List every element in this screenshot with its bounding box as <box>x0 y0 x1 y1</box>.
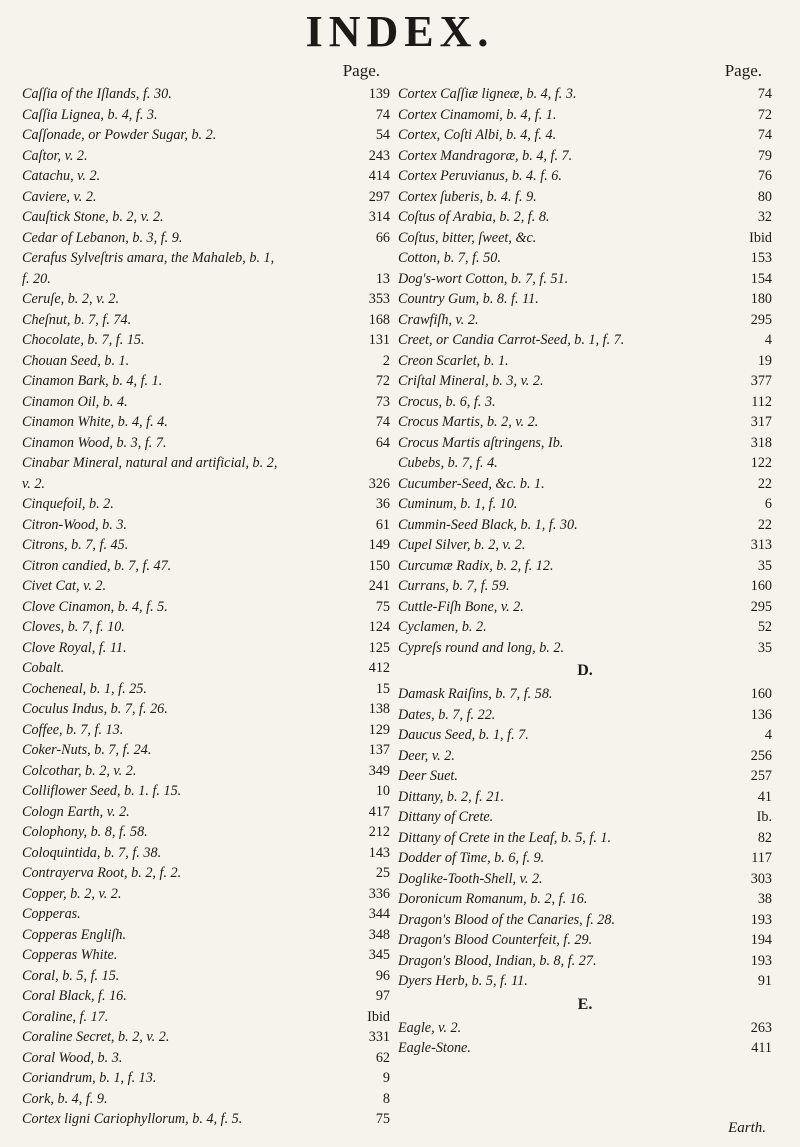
entry-page: 345 <box>368 947 390 963</box>
entry-text: Cinabar Mineral, natural and artificial, b. 2, <box>22 455 278 471</box>
page-title: INDEX. <box>305 7 495 56</box>
entry-page: 129 <box>368 721 390 738</box>
entry-text: Eagle-Stone. <box>398 1040 471 1056</box>
entry-page: 4 <box>764 332 772 348</box>
entry-page: 35 <box>757 639 772 656</box>
index-entry <box>22 515 390 536</box>
entry-page: 417 <box>368 803 390 820</box>
entry-page: 15 <box>375 680 390 697</box>
entry-text: Deer, v. 2. <box>398 747 455 764</box>
index-entry <box>398 705 772 726</box>
entry-page: 6 <box>764 496 772 512</box>
entry-text: Cupel Silver, b. 2, v. 2. <box>398 537 526 553</box>
entry-page: 125 <box>368 639 390 656</box>
entry-page: 295 <box>750 311 772 328</box>
entry-text: Civet Cat, v. 2. <box>22 578 107 594</box>
index-entry <box>22 720 390 741</box>
entry-page: 96 <box>375 967 390 984</box>
index-entry <box>22 84 390 105</box>
index-entry <box>398 828 772 849</box>
entry-text: Coculus Indus, b. 7, f. 26. <box>22 701 168 717</box>
entry-page: 22 <box>757 475 772 492</box>
entry-page: 136 <box>750 706 772 723</box>
entry-text: Daucus Seed, b. 1, f. 7. <box>398 727 529 743</box>
entry-page: 160 <box>750 686 772 702</box>
index-entry <box>22 843 390 864</box>
entry-text: Currans, b. 7, f. 59. <box>398 578 510 594</box>
entry-text: v. 2. <box>22 475 45 492</box>
entry-text: Deer Suet. <box>398 768 458 784</box>
index-entry <box>22 125 390 146</box>
index-entry <box>22 576 390 597</box>
index-entry <box>22 146 390 167</box>
entry-text: Citron-Wood, b. 3. <box>22 516 127 533</box>
index-entry <box>22 556 390 577</box>
index-entry <box>22 822 390 843</box>
index-entry <box>22 392 390 413</box>
entry-page: 64 <box>375 434 390 451</box>
entry-text: Clove Royal, f. 11. <box>22 639 127 656</box>
index-entry <box>398 207 772 228</box>
index-entry <box>398 84 772 105</box>
entry-text: Coral Black, f. 16. <box>22 988 127 1004</box>
entry-page: 124 <box>368 619 390 635</box>
entry-text: Chouan Seed, b. 1. <box>22 352 130 369</box>
entry-page: 180 <box>750 291 772 307</box>
catchword: Earth. <box>728 1120 766 1136</box>
entry-text: Dyers Herb, b. 5, f. 11. <box>398 973 528 989</box>
index-entry <box>398 910 772 931</box>
index-entry <box>22 658 390 679</box>
index-entry <box>22 228 390 249</box>
index-entry <box>22 802 390 823</box>
index-entry <box>22 740 390 761</box>
entry-page: 257 <box>750 768 772 784</box>
entry-page: 122 <box>750 455 772 471</box>
index-entry <box>22 679 390 700</box>
entry-text: Curcumæ Radix, b. 2, f. 12. <box>398 557 554 574</box>
index-entry <box>22 412 390 433</box>
entry-text: Crocus Martis aſtringens, Ib. <box>398 434 564 451</box>
index-entry <box>398 766 772 787</box>
index-entry <box>398 576 772 597</box>
entry-text: Contrayerva Root, b. 2, f. 2. <box>22 865 182 881</box>
index-entry <box>22 925 390 946</box>
index-entry <box>398 248 772 269</box>
index-entry <box>22 494 390 515</box>
index-entry <box>22 863 390 884</box>
index-entry <box>22 1109 390 1130</box>
index-entry <box>398 228 772 249</box>
entry-text: Doronicum Romanum, b. 2, f. 16. <box>398 891 588 907</box>
entry-page: 38 <box>757 891 772 907</box>
index-entry <box>398 807 772 828</box>
entry-text: Cotton, b. 7, f. 50. <box>398 250 501 266</box>
entry-page: 318 <box>750 434 772 451</box>
entry-text: Cyclamen, b. 2. <box>398 619 487 635</box>
entry-text: Coral, b. 5, f. 15. <box>22 967 120 984</box>
entry-text: Coker-Nuts, b. 7, f. 24. <box>22 742 152 758</box>
index-entry <box>398 556 772 577</box>
index-entry <box>398 494 772 515</box>
entry-page: Ibid <box>749 229 772 246</box>
index-entry <box>398 310 772 331</box>
entry-text: Cubebs, b. 7, f. 4. <box>398 455 498 471</box>
entry-text: Coloquintida, b. 7, f. 38. <box>22 844 162 861</box>
entry-text: Crocus, b. 6, f. 3. <box>398 393 496 410</box>
index-entry <box>22 1007 390 1028</box>
entry-page: 117 <box>751 850 772 866</box>
index-entry <box>398 617 772 638</box>
entry-page: 411 <box>751 1040 772 1056</box>
index-entry <box>22 1027 390 1048</box>
entry-text: Cortex Peruvianus, b. 4. f. 6. <box>398 168 562 184</box>
index-entry <box>398 787 772 808</box>
index-entry <box>22 166 390 187</box>
entry-page: 168 <box>368 311 390 328</box>
entry-text: Cuminum, b. 1, f. 10. <box>398 496 518 512</box>
entry-text: Colliflower Seed, b. 1. f. 15. <box>22 783 182 799</box>
index-entry <box>22 105 390 126</box>
index-entry <box>22 330 390 351</box>
entry-page: 263 <box>750 1019 772 1036</box>
index-entry <box>22 310 390 331</box>
entry-page: 2 <box>382 352 390 369</box>
entry-text: Caſſia Lignea, b. 4, f. 3. <box>22 106 158 123</box>
entry-text: Crocus Martis, b. 2, v. 2. <box>398 414 539 430</box>
index-entry <box>22 371 390 392</box>
entry-text: Criſtal Mineral, b. 3, v. 2. <box>398 373 544 389</box>
entry-text: Colophony, b. 8, f. 58. <box>22 824 148 840</box>
entry-text: Dodder of Time, b. 6, f. 9. <box>398 850 545 866</box>
entry-page: Ibid <box>367 1008 390 1025</box>
entry-page: 194 <box>750 932 772 948</box>
entry-page: 303 <box>750 870 772 887</box>
entry-text: Cortex Cinamomi, b. 4, f. 1. <box>398 106 557 123</box>
entry-text: Dragon's Blood Counterfeit, f. 29. <box>398 932 593 948</box>
entry-page: 9 <box>382 1070 390 1086</box>
entry-page: 41 <box>757 788 772 805</box>
entry-text: Eagle, v. 2. <box>398 1019 462 1036</box>
entry-text: Colcothar, b. 2, v. 2. <box>22 762 137 779</box>
index-entry <box>22 699 390 720</box>
entry-text: Cinamon White, b. 4, f. 4. <box>22 414 168 430</box>
index-entry <box>22 269 390 290</box>
entry-page: 131 <box>368 332 390 348</box>
entry-page: 76 <box>757 168 772 184</box>
index-entry <box>22 966 390 987</box>
entry-text: Coriandrum, b. 1, f. 13. <box>22 1070 157 1086</box>
entry-page: 317 <box>750 414 772 430</box>
index-entry <box>398 848 772 869</box>
entry-text: Cobalt. <box>22 660 65 676</box>
entry-page: 74 <box>375 414 390 430</box>
entry-page: 153 <box>750 250 772 266</box>
index-entry <box>398 474 772 495</box>
entry-text: Dates, b. 7, f. 22. <box>398 706 496 723</box>
entry-page: 150 <box>368 557 390 574</box>
index-entry <box>398 1018 772 1039</box>
entry-text: Caviere, v. 2. <box>22 188 97 205</box>
index-entry <box>398 869 772 890</box>
entry-text: Coſtus of Arabia, b. 2, f. 8. <box>398 209 550 225</box>
section-letter <box>398 992 772 1018</box>
index-entry <box>398 412 772 433</box>
index-entry <box>22 1089 390 1110</box>
right-column <box>398 58 772 1059</box>
index-entry <box>398 330 772 351</box>
index-entry <box>22 884 390 905</box>
entry-text: Cocheneal, b. 1, f. 25. <box>22 680 147 697</box>
entry-page: 80 <box>757 188 772 205</box>
entry-page: 377 <box>750 373 772 389</box>
entry-page: 149 <box>368 537 390 553</box>
entry-page: 314 <box>368 209 390 225</box>
entry-page: 19 <box>757 352 772 369</box>
index-entry <box>22 207 390 228</box>
entry-page: 74 <box>375 106 390 123</box>
left-column <box>22 58 390 1130</box>
entry-page: 139 <box>368 86 390 102</box>
entry-text: Doglike-Tooth-Shell, v. 2. <box>398 870 543 887</box>
entry-text: Cortex ligni Cariophyllorum, b. 4, f. 5. <box>22 1111 243 1127</box>
entry-page: 52 <box>757 619 772 635</box>
index-entry <box>22 474 390 495</box>
entry-page: 256 <box>750 747 772 764</box>
index-entry <box>398 515 772 536</box>
entry-text: Cinamon Oil, b. 4. <box>22 393 128 410</box>
entry-page: 137 <box>368 742 390 758</box>
entry-text: f. 20. <box>22 270 51 287</box>
entry-page: 75 <box>375 598 390 615</box>
entry-text: Cypreſs round and long, b. 2. <box>398 639 565 656</box>
entry-text: Coſtus, bitter, ſweet, &c. <box>398 229 537 246</box>
entry-text: Dittany of Crete. <box>398 809 494 825</box>
entry-text: Citrons, b. 7, f. 45. <box>22 537 129 553</box>
entry-page: 353 <box>368 291 390 307</box>
index-entry <box>398 684 772 705</box>
index-entry <box>22 945 390 966</box>
entry-page: 297 <box>368 188 390 205</box>
entry-text: Cauſtick Stone, b. 2, v. 2. <box>22 209 164 225</box>
index-entry <box>22 351 390 372</box>
entry-page: 412 <box>368 660 390 676</box>
entry-page: 138 <box>368 701 390 717</box>
entry-text: Cinamon Bark, b. 4, f. 1. <box>22 373 163 389</box>
index-entry <box>22 638 390 659</box>
entry-page: 313 <box>750 537 772 553</box>
entry-text: Cortex Caſſiæ ligneæ, b. 4, f. 3. <box>398 86 577 102</box>
entry-page: 8 <box>382 1090 390 1107</box>
page-column-header: Page. <box>342 61 380 80</box>
left-entries <box>22 84 390 1130</box>
entry-text: Cortex, Coſti Albi, b. 4, f. 4. <box>398 127 557 143</box>
index-entry <box>22 433 390 454</box>
entry-page: 32 <box>757 209 772 225</box>
entry-text: Citron candied, b. 7, f. 47. <box>22 557 172 574</box>
entry-page: 91 <box>757 973 772 989</box>
index-entry <box>398 187 772 208</box>
index-entry <box>22 187 390 208</box>
entry-page: 54 <box>375 127 390 143</box>
index-entry <box>398 166 772 187</box>
entry-text: Cinamon Wood, b. 3, f. 7. <box>22 434 167 451</box>
index-entry <box>398 433 772 454</box>
entry-page: 97 <box>375 988 390 1004</box>
entry-page: 212 <box>368 824 390 840</box>
entry-page: 61 <box>375 516 390 533</box>
index-entry <box>22 597 390 618</box>
entry-page: 36 <box>375 496 390 512</box>
section-letter <box>398 658 772 684</box>
entry-page: 344 <box>368 906 390 922</box>
entry-text: Coffee, b. 7, f. 13. <box>22 721 124 738</box>
entry-page: 79 <box>757 147 772 164</box>
entry-page: 193 <box>750 952 772 969</box>
entry-text: Dittany of Crete in the Leaf, b. 5, f. 1. <box>398 829 612 846</box>
entry-text: Cinquefoil, b. 2. <box>22 496 114 512</box>
entry-text: Copperas White. <box>22 947 118 963</box>
index-entry <box>398 597 772 618</box>
entry-text: Catachu, v. 2. <box>22 168 101 184</box>
index-entry <box>22 986 390 1007</box>
entry-page: 74 <box>757 127 772 143</box>
index-entry <box>398 269 772 290</box>
entry-page: 295 <box>750 598 772 615</box>
index-entry <box>398 535 772 556</box>
entry-text: Creet, or Candia Carrot-Seed, b. 1, f. 7. <box>398 332 625 348</box>
entry-text: Creon Scarlet, b. 1. <box>398 352 509 369</box>
right-entries <box>398 84 772 1059</box>
entry-page: 193 <box>750 911 772 928</box>
index-entry <box>22 781 390 802</box>
index-entry <box>398 371 772 392</box>
entry-text: Clove Cinamon, b. 4, f. 5. <box>22 598 168 615</box>
index-entry <box>398 971 772 992</box>
index-entry <box>22 289 390 310</box>
entry-page: 74 <box>757 86 772 102</box>
entry-page: 25 <box>375 865 390 881</box>
entry-text: Caſſia of the Iſlands, f. 30. <box>22 86 172 102</box>
index-entry <box>398 453 772 474</box>
entry-page: Ib. <box>756 809 772 825</box>
entry-text: Crawfiſh, v. 2. <box>398 311 479 328</box>
entry-page: 13 <box>375 270 390 287</box>
index-entry <box>398 889 772 910</box>
entry-page: 82 <box>757 829 772 846</box>
index-entry <box>398 289 772 310</box>
entry-text: Dog's-wort Cotton, b. 7, f. 51. <box>398 270 569 287</box>
index-entry <box>398 930 772 951</box>
section-letter-text: D. <box>577 662 593 679</box>
index-entry <box>22 761 390 782</box>
index-entry <box>398 1038 772 1059</box>
entry-text: Copperas. <box>22 906 81 922</box>
entry-page: 241 <box>368 578 390 594</box>
entry-page: 243 <box>368 147 390 164</box>
index-entry <box>398 146 772 167</box>
entry-text: Cerafus Sylveſtris amara, the Mahaleb, b. 1, <box>22 250 275 266</box>
entry-text: Ceruſe, b. 2, v. 2. <box>22 291 120 307</box>
entry-page: 62 <box>375 1049 390 1066</box>
entry-page: 349 <box>368 762 390 779</box>
entry-text: Cloves, b. 7, f. 10. <box>22 619 125 635</box>
entry-text: Cuttle-Fiſh Bone, v. 2. <box>398 598 524 615</box>
entry-text: Dittany, b. 2, f. 21. <box>398 788 505 805</box>
entry-text: Cork, b. 4, f. 9. <box>22 1090 108 1107</box>
entry-text: Coral Wood, b. 3. <box>22 1049 123 1066</box>
entry-page: 160 <box>750 578 772 594</box>
index-entry <box>398 351 772 372</box>
index-entry <box>398 746 772 767</box>
index-entry <box>22 1048 390 1069</box>
entry-text: Cedar of Lebanon, b. 3, f. 9. <box>22 229 183 246</box>
section-letter-text: E. <box>577 995 593 1013</box>
entry-page: 348 <box>368 926 390 943</box>
entry-page: 35 <box>757 557 772 574</box>
entry-page: 66 <box>375 229 390 246</box>
entry-text: Dragon's Blood, Indian, b. 8, f. 27. <box>398 952 597 969</box>
entry-text: Caſtor, v. 2. <box>22 147 88 164</box>
entry-text: Dragon's Blood of the Canaries, f. 28. <box>398 911 616 928</box>
entry-text: Coraline, f. 17. <box>22 1008 109 1025</box>
entry-text: Copper, b. 2, v. 2. <box>22 885 122 902</box>
entry-text: Caſſonade, or Powder Sugar, b. 2. <box>22 127 217 143</box>
entry-text: Cortex ſuberis, b. 4. f. 9. <box>398 188 537 205</box>
index-entry <box>22 617 390 638</box>
index-entry <box>22 248 390 269</box>
entry-page: 414 <box>368 168 390 184</box>
entry-text: Damask Raiſins, b. 7, f. 58. <box>398 686 553 702</box>
entry-page: 331 <box>368 1029 390 1045</box>
entry-page: 4 <box>764 727 772 743</box>
entry-page: 22 <box>757 516 772 533</box>
index-entry <box>22 904 390 925</box>
entry-page: 75 <box>375 1111 390 1127</box>
entry-text: Cucumber-Seed, &c. b. 1. <box>398 475 545 492</box>
index-entry <box>398 951 772 972</box>
entry-page: 326 <box>368 475 390 492</box>
entry-page: 72 <box>375 373 390 389</box>
entry-page: 112 <box>751 393 772 410</box>
entry-text: Copperas Engliſh. <box>22 926 127 943</box>
entry-page: 336 <box>368 885 390 902</box>
entry-page: 73 <box>375 393 390 410</box>
index-entry <box>398 392 772 413</box>
entry-text: Cologn Earth, v. 2. <box>22 803 130 820</box>
entry-text: Country Gum, b. 8. f. 11. <box>398 291 539 307</box>
entry-text: Cortex Mandragoræ, b. 4, f. 7. <box>398 147 573 164</box>
index-entry <box>398 725 772 746</box>
index-entry <box>22 535 390 556</box>
entry-page: 143 <box>368 844 390 861</box>
entry-page: 10 <box>375 783 390 799</box>
entry-text: Cheſnut, b. 7, f. 74. <box>22 311 132 328</box>
entry-text: Cummin-Seed Black, b. 1, f. 30. <box>398 516 578 533</box>
page-column-header: Page. <box>724 61 762 80</box>
entry-page: 154 <box>750 270 772 287</box>
index-entry <box>22 1068 390 1089</box>
index-entry <box>398 638 772 659</box>
index-entry <box>22 453 390 474</box>
entry-text: Chocolate, b. 7, f. 15. <box>22 332 145 348</box>
index-entry <box>398 105 772 126</box>
index-entry <box>398 125 772 146</box>
entry-page: 72 <box>757 106 772 123</box>
entry-text: Coraline Secret, b. 2, v. 2. <box>22 1029 170 1045</box>
